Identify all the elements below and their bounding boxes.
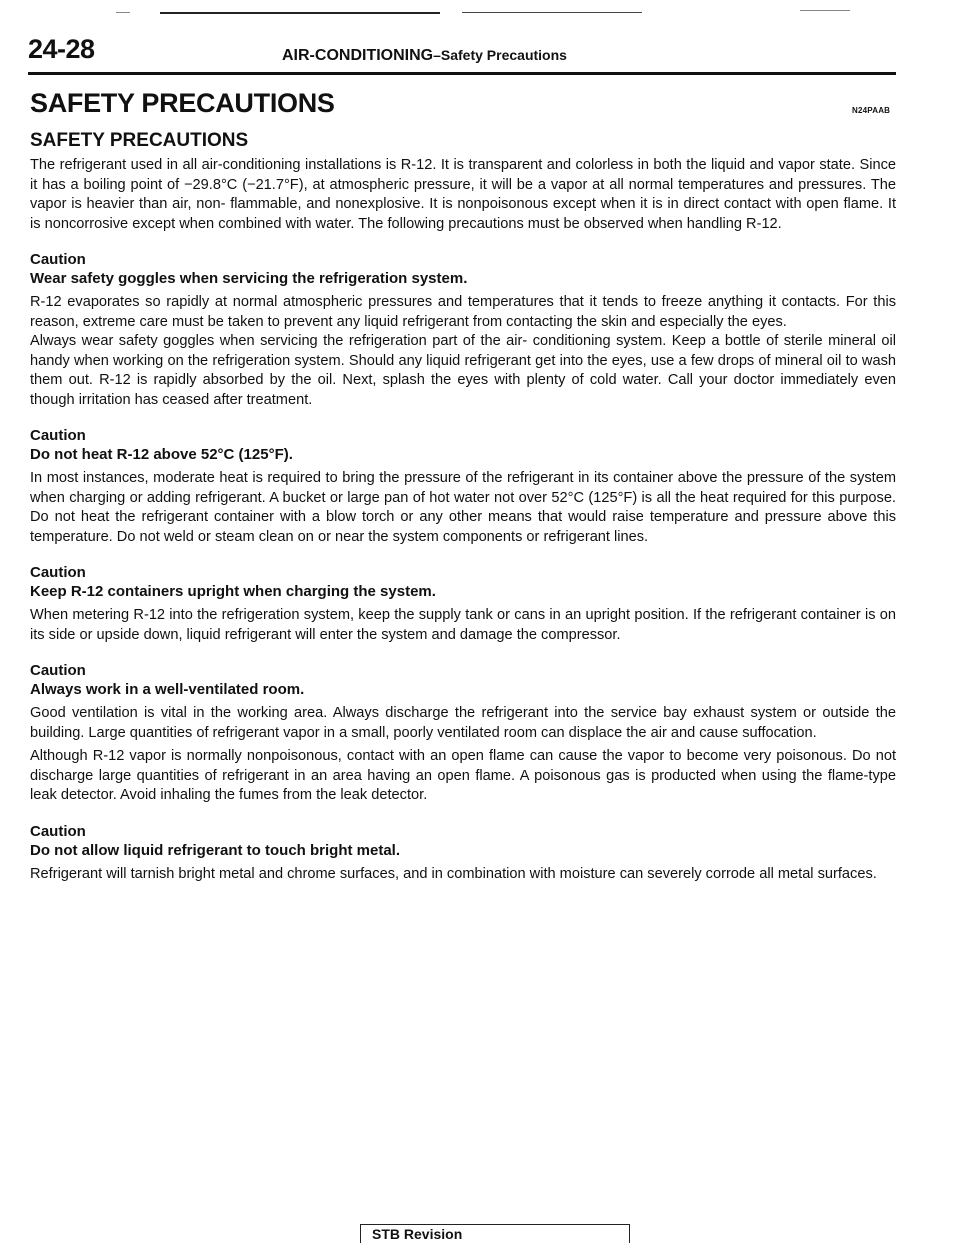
caution-paragraph: In most instances, moderate heat is required to bring the pressure of the refrigerant in its container above the pressure of the system when charging or adding refrigerant. A bucket or large pan of hot water not over 52°C (125°F) is all the heat required for this purpose. Do not heat the refrigerant container with a blow torch or any other means that would raise temperature and pressure above this temperature. Do not weld or steam clean on or near the system components or refrigerant lines. [30,470,896,545]
caution-block [30,563,896,645]
caution-heading: Do not heat R-12 above 52°C (125°F). [30,446,293,463]
caution-heading: Do not allow liquid refrigerant to touch bright metal. [30,841,400,859]
caution-paragraph: Although R-12 vapor is normally nonpoisonous, contact with an open flame can cause the vapor to become very poisonous. Do not discharge large quantities of refrigerant in an area having an open flame. A poisonous gas is producted when using the flame-type leak detector. Avoid inhaling the fumes from the leak detector. [30,748,896,803]
body-text [30,156,896,884]
header-divider [28,72,896,75]
footer-revision-label: STB Revision [372,1226,463,1242]
caution-label: Caution [30,251,86,268]
caution-label: Caution [30,822,86,840]
sub-title: SAFETY PRECAUTIONS [30,130,249,151]
section-name: AIR-CONDITIONING [282,47,434,64]
caution-block [30,661,896,806]
main-title: SAFETY PRECAUTIONS [30,88,335,118]
reference-code: N24PAAB [852,106,891,115]
caution-paragraph: Refrigerant will tarnish bright metal and chrome surfaces, and in combination with moisture can severely corrode all metal surfaces. [30,865,877,882]
scan-mark [800,10,850,11]
caution-paragraph: R-12 evaporates so rapidly at normal atmospheric pressures and temperatures that it tends to freeze anything it contacts. For this reason, extreme care must be taken to prevent any liquid refrigerant from contacting the skin and especially the eyes. [30,294,896,330]
caution-block [30,426,896,547]
section-title [282,47,567,65]
caution-paragraph: Good ventilation is vital in the working area. Always discharge the refrigerant into the service bay exhaust system or outside the building. Large quantities of refrigerant vapor in a small, poorly ventilated room can displace the air and cause suffocation. [30,705,896,741]
scan-mark [462,12,642,13]
caution-heading: Keep R-12 containers upright when charging the system. [30,583,436,600]
caution-heading: Always work in a well-ventilated room. [30,681,305,698]
scan-mark [116,12,130,13]
caution-label: Caution [30,662,86,679]
caution-block [30,250,896,410]
caution-block [30,822,896,885]
subsection-name: –Safety Precautions [433,47,567,63]
caution-label: Caution [30,427,86,444]
caution-paragraph: Always wear safety goggles when servicing the refrigeration part of the air- conditioning system. Keep a bottle of sterile mineral oil handy when working on the refrigeration system. Should any liquid refrigerant get into the eyes, use a few drops of mineral oil to wash them out. R-12 is rapidly absorbed by the oil. Next, splash the eyes with plenty of cold water. Call your doctor immediately even though irritation has ceased after treatment. [30,333,896,408]
page-header [28,34,896,74]
caution-paragraph: When metering R-12 into the refrigeration system, keep the supply tank or cans in an upright position. If the refrigerant container is on its side or upside down, liquid refrigerant will enter the system and damage the compressor. [30,607,896,643]
scan-mark [160,12,440,14]
intro-paragraph: The refrigerant used in all air-conditioning installations is R-12. It is transparent and colorless in both the liquid and vapor state. Since it has a boiling point of −29.8°C (−21.7°F), at atmospheric pressure, it will be a vapor at all normal temperatures and pressures. The vapor is heavier than air, non- flammable, and nonexplosive. It is nonpoisonous except when it is in direct contact with open flame. It is noncorrosive except when combined with water. The following precautions must be observed when handling R-12. [30,157,896,232]
page-number: 24-28 [28,34,95,64]
caution-heading: Wear safety goggles when servicing the refrigeration system. [30,270,468,287]
caution-label: Caution [30,564,86,581]
